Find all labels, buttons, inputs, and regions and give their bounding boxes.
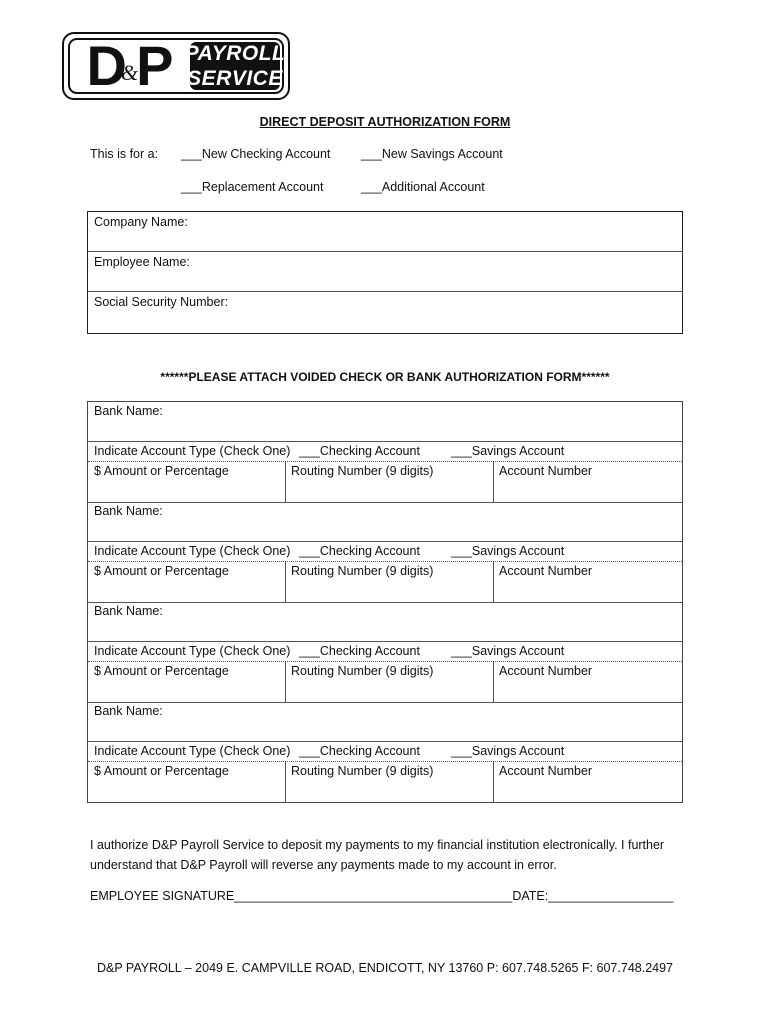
employee-info-box: [87, 211, 683, 334]
account-purpose-label: This is for a:: [90, 147, 159, 161]
bank-name-label: Bank Name:: [94, 504, 163, 518]
routing-field[interactable]: [285, 462, 493, 502]
ssn-label: Social Security Number:: [94, 295, 229, 309]
bank-name-field[interactable]: [88, 402, 682, 442]
account-type-label: Indicate Account Type (Check One): [94, 444, 291, 458]
account-details-row: [88, 662, 682, 702]
routing-field[interactable]: [285, 562, 493, 602]
account-number-label: Account Number: [499, 464, 593, 478]
bank-name-field[interactable]: [88, 602, 682, 642]
routing-label: Routing Number (9 digits): [291, 464, 434, 478]
routing-field[interactable]: [285, 762, 493, 802]
account-number-field[interactable]: [493, 762, 682, 802]
checking-option[interactable]: ___Checking Account: [299, 644, 420, 658]
logo-ampersand: &: [120, 60, 139, 85]
account-type-label: Indicate Account Type (Check One): [94, 544, 291, 558]
bank-block-3: [88, 602, 682, 702]
bank-name-label: Bank Name:: [94, 704, 163, 718]
ssn-field[interactable]: [88, 292, 682, 333]
account-number-label: Account Number: [499, 564, 593, 578]
logo-monogram: [70, 34, 188, 97]
bank-name-label: Bank Name:: [94, 404, 163, 418]
account-type-row: [88, 742, 682, 762]
logo-letter-d: D: [86, 34, 125, 97]
amount-field[interactable]: [88, 762, 285, 802]
amount-field[interactable]: [88, 462, 285, 502]
routing-field[interactable]: [285, 662, 493, 702]
savings-option[interactable]: ___Savings Account: [451, 744, 565, 758]
amount-field[interactable]: [88, 662, 285, 702]
employee-name-field[interactable]: [88, 252, 682, 292]
amount-label: $ Amount or Percentage: [94, 564, 229, 578]
routing-label: Routing Number (9 digits): [291, 764, 434, 778]
bank-name-label: Bank Name:: [94, 604, 163, 618]
savings-option[interactable]: ___Savings Account: [451, 544, 565, 558]
account-type-label: Indicate Account Type (Check One): [94, 644, 291, 658]
account-number-label: Account Number: [499, 764, 593, 778]
employee-name-label: Employee Name:: [94, 255, 190, 269]
logo-frame: [68, 34, 286, 97]
bank-block-1: [88, 402, 682, 502]
account-type-row: [88, 442, 682, 462]
account-number-field[interactable]: [493, 562, 682, 602]
company-name-field[interactable]: [88, 212, 682, 252]
attach-notice: ******PLEASE ATTACH VOIDED CHECK OR BANK AUTHORIZATION FORM******: [160, 370, 610, 384]
account-type-row: [88, 642, 682, 662]
bank-block-2: [88, 502, 682, 602]
option-new-savings[interactable]: ___New Savings Account: [361, 147, 503, 161]
authorization-statement: I authorize D&P Payroll Service to deposit my payments to my financial institution electronically. I further understand that D&P Payroll will reverse any payments made to my account in error.: [90, 838, 665, 872]
logo-line-service: SERVICE: [187, 67, 283, 90]
bank-table: [87, 401, 683, 803]
account-type-row: [88, 542, 682, 562]
bank-name-field[interactable]: [88, 702, 682, 742]
account-type-label: Indicate Account Type (Check One): [94, 744, 291, 758]
option-additional[interactable]: ___Additional Account: [361, 180, 485, 194]
amount-field[interactable]: [88, 562, 285, 602]
option-new-checking[interactable]: ___New Checking Account: [181, 147, 331, 161]
account-number-label: Account Number: [499, 664, 593, 678]
amount-label: $ Amount or Percentage: [94, 764, 229, 778]
option-replacement[interactable]: ___Replacement Account: [181, 180, 324, 194]
savings-option[interactable]: ___Savings Account: [451, 444, 565, 458]
checking-option[interactable]: ___Checking Account: [299, 444, 420, 458]
account-details-row: [88, 462, 682, 502]
routing-label: Routing Number (9 digits): [291, 664, 434, 678]
account-number-field[interactable]: [493, 662, 682, 702]
savings-option[interactable]: ___Savings Account: [451, 644, 565, 658]
logo-letter-p: P: [136, 34, 172, 97]
form-title: DIRECT DEPOSIT AUTHORIZATION FORM: [259, 115, 511, 129]
logo-line-payroll: PAYROLL: [184, 42, 286, 65]
company-logo: [62, 32, 290, 100]
bank-block-4: [88, 702, 682, 802]
bank-name-field[interactable]: [88, 502, 682, 542]
footer-address: D&P PAYROLL – 2049 E. CAMPVILLE ROAD, ENDICOTT, NY 13760 P: 607.748.5265 F: 607.748.2497: [96, 961, 673, 975]
logo-wordmark: [184, 42, 286, 90]
account-details-row: [88, 562, 682, 602]
checking-option[interactable]: ___Checking Account: [299, 744, 420, 758]
company-name-label: Company Name:: [94, 215, 188, 229]
routing-label: Routing Number (9 digits): [291, 564, 434, 578]
account-number-field[interactable]: [493, 462, 682, 502]
signature-date-line[interactable]: EMPLOYEE SIGNATURE________________________________________DATE:__________________: [90, 889, 674, 903]
amount-label: $ Amount or Percentage: [94, 464, 229, 478]
account-details-row: [88, 762, 682, 802]
amount-label: $ Amount or Percentage: [94, 664, 229, 678]
checking-option[interactable]: ___Checking Account: [299, 544, 420, 558]
